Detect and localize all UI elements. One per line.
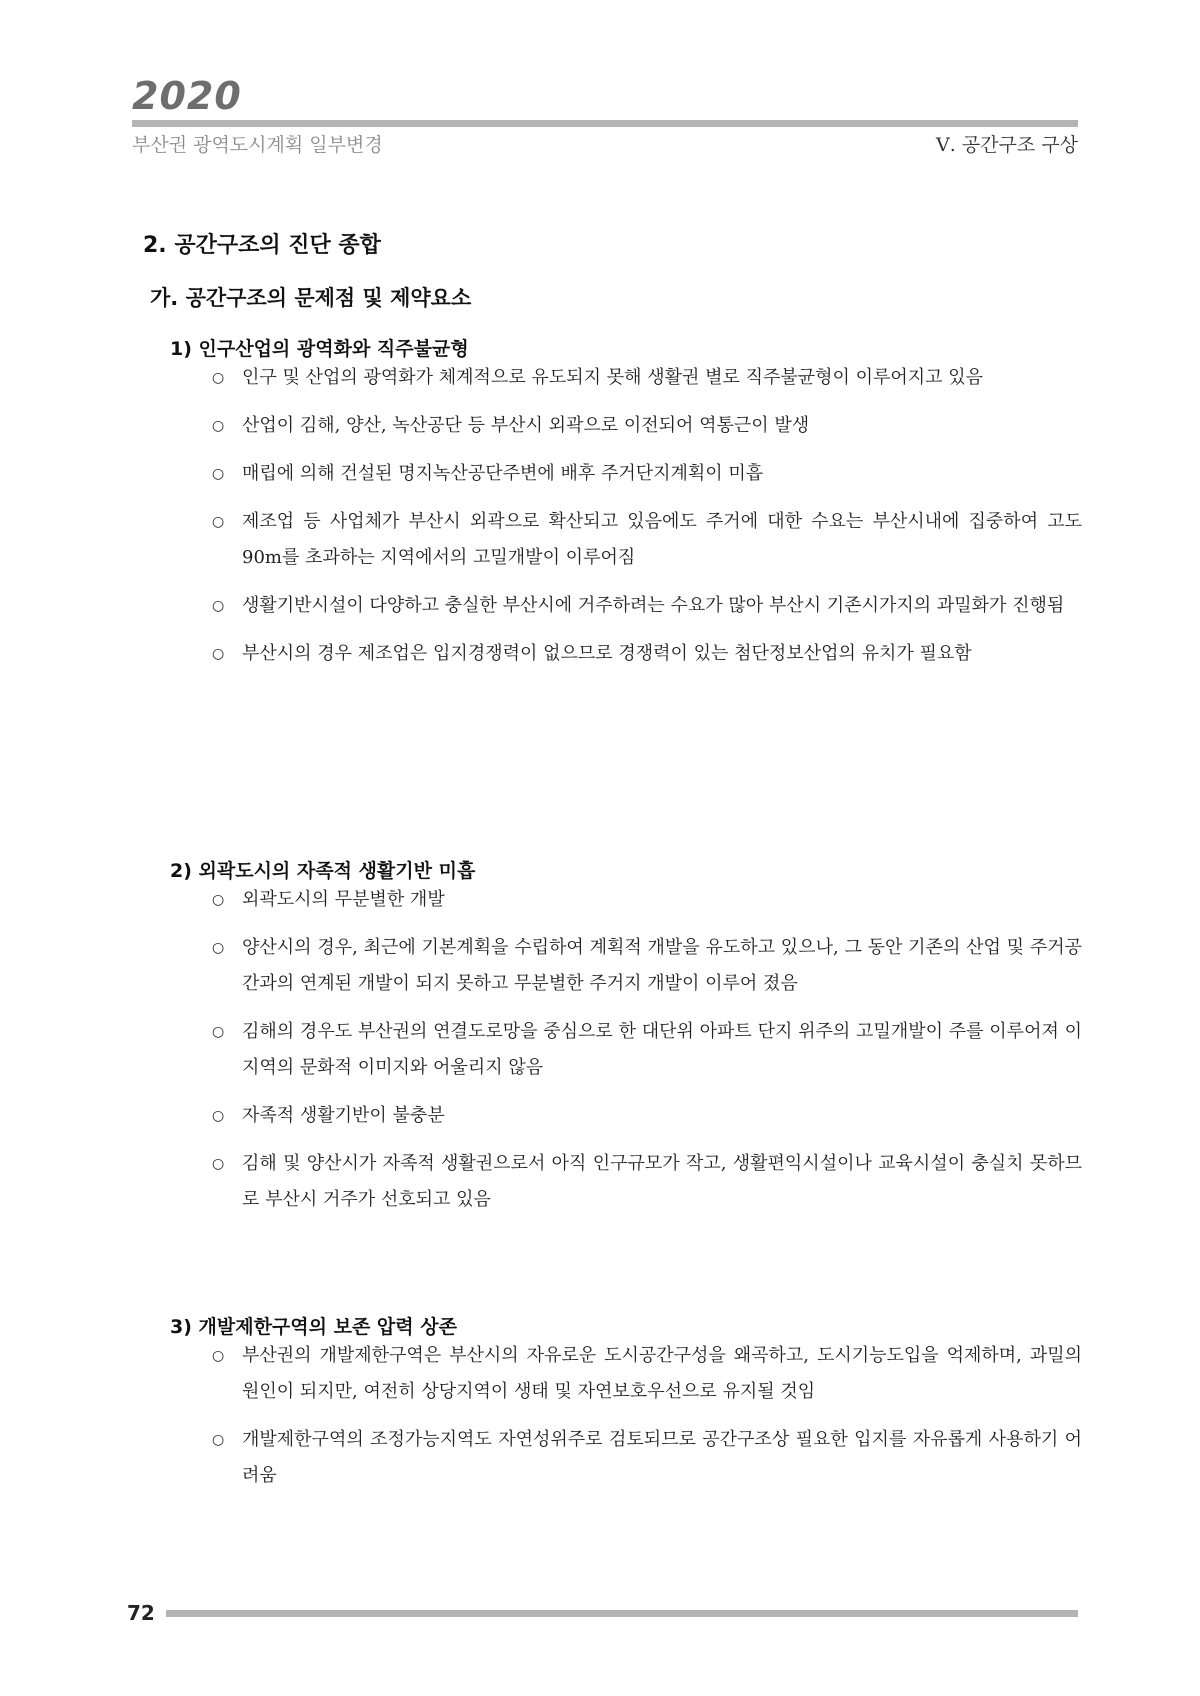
- header-document-title: 부산권 광역도시계획 일부변경: [132, 134, 383, 156]
- list-item: ○ 김해의 경우도 부산권의 연결도로망을 중심으로 한 대단위 아파트 단지 위주의 고밀개발이 주를 이루어져 이 지역의 문화적 이미지와 어울리지 않음: [212, 1014, 1082, 1086]
- group-title-1: 1) 인구산업의 광역화와 직주불균형: [170, 338, 469, 360]
- bullet-icon: ○: [212, 646, 225, 662]
- page-number: 72: [127, 1601, 155, 1625]
- list-item: ○ 인구 및 산업의 광역화가 체계적으로 유도되지 못해 생활권 별로 직주불균형이 이루어지고 있음: [212, 360, 1082, 396]
- list-item: ○ 외곽도시의 무분별한 개발: [212, 882, 1082, 918]
- bullet-icon: ○: [212, 514, 225, 530]
- group-title-2: 2) 외곽도시의 자족적 생활기반 미흡: [170, 860, 476, 882]
- subsection-title: 가. 공간구조의 문제점 및 제약요소: [150, 286, 472, 310]
- list-item: ○ 제조업 등 사업체가 부산시 외곽으로 확산되고 있음에도 주거에 대한 수요는 부산시내에 집중하여 고도 90m를 초과하는 지역에서의 고밀개발이 이루어짐: [212, 504, 1082, 576]
- bullet-icon: ○: [212, 418, 225, 434]
- list-item: ○ 김해 및 양산시가 자족적 생활권으로서 아직 인구규모가 작고, 생활편익시설이나 교육시설이 충실치 못하므로 부산시 거주가 선호되고 있음: [212, 1146, 1082, 1218]
- bullet-icon: ○: [212, 1156, 225, 1172]
- list-item: ○ 양산시의 경우, 최근에 기본계획을 수립하여 계획적 개발을 유도하고 있으나, 그 동안 기존의 산업 및 주거공간과의 연계된 개발이 되지 못하고 무분별한 주거지 개발이 이루어 졌음: [212, 930, 1082, 1002]
- bullet-icon: ○: [212, 370, 225, 386]
- group-list-1: [212, 360, 1082, 684]
- list-item: ○ 생활기반시설이 다양하고 충실한 부산시에 거주하려는 수요가 많아 부산시 기존시가지의 과밀화가 진행됨: [212, 588, 1082, 624]
- list-item: ○ 부산권의 개발제한구역은 부산시의 자유로운 도시공간구성을 왜곡하고, 도시기능도입을 억제하며, 과밀의 원인이 되지만, 여전히 상당지역이 생태 및 자연보호우선으로 유지될 것임: [212, 1338, 1082, 1410]
- group-list-3: [212, 1338, 1082, 1506]
- bullet-icon: ○: [212, 1108, 225, 1124]
- bullet-icon: ○: [212, 940, 225, 956]
- list-item: ○ 산업이 김해, 양산, 녹산공단 등 부산시 외곽으로 이전되어 역통근이 발생: [212, 408, 1082, 444]
- list-item: ○ 자족적 생활기반이 불충분: [212, 1098, 1082, 1134]
- bullet-icon: ○: [212, 1432, 225, 1448]
- bullet-icon: ○: [212, 1024, 225, 1040]
- footer-rule: [166, 1610, 1078, 1617]
- group-list-2: [212, 882, 1082, 1230]
- list-item: ○ 부산시의 경우 제조업은 입지경쟁력이 없으므로 경쟁력이 있는 첨단정보산업의 유치가 필요함: [212, 636, 1082, 672]
- bullet-icon: ○: [212, 466, 225, 482]
- header-rule: [132, 120, 1078, 127]
- list-item: ○ 매립에 의해 건설된 명지녹산공단주변에 배후 주거단지계획이 미흡: [212, 456, 1082, 492]
- bullet-icon: ○: [212, 892, 225, 908]
- bullet-icon: ○: [212, 598, 225, 614]
- section-title: 2. 공간구조의 진단 종합: [143, 233, 381, 258]
- group-title-3: 3) 개발제한구역의 보존 압력 상존: [170, 1316, 457, 1338]
- list-item: ○ 개발제한구역의 조정가능지역도 자연성위주로 검토되므로 공간구조상 필요한 입지를 자유롭게 사용하기 어려움: [212, 1422, 1082, 1494]
- bullet-icon: ○: [212, 1348, 225, 1364]
- header-chapter-title: Ⅴ. 공간구조 구상: [936, 134, 1078, 156]
- header-year: 2020: [132, 74, 242, 118]
